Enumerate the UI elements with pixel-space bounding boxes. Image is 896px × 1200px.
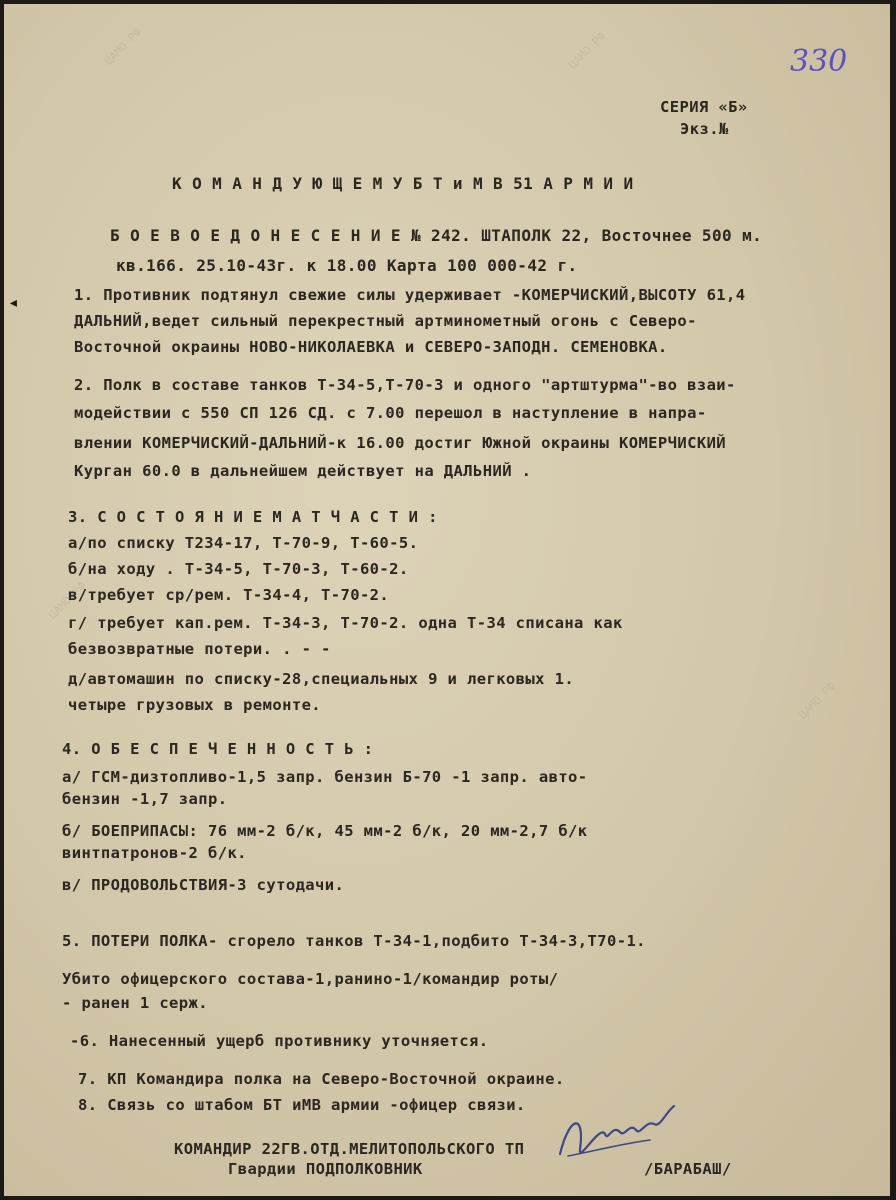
item-4-line: б/ БОЕПРИПАСЫ: 76 мм-2 б/к, 45 мм-2 б/к, 20 мм-2,7 б/к <box>62 822 588 840</box>
item-3-line: безвозвратные потери. . - - <box>68 640 331 658</box>
item-5-line: - ранен 1 серж. <box>62 994 208 1012</box>
archive-watermark: ЦАМО РФ <box>796 679 839 722</box>
item-2-line: влении КОМЕРЧИСКИЙ-ДАЛЬНИЙ-к 16.00 достиг Южной окраины КОМЕРЧИСКИЙ <box>74 434 727 452</box>
item-4-line: в/ ПРОДОВОЛЬСТВИЯ-3 сутодачи. <box>62 876 345 894</box>
report-title: Б О Е В О Е Д О Н Е С Е Н И Е № 242. ШТАПОЛК 22, Восточнее 500 м. <box>110 226 763 245</box>
signature-name: /БАРАБАШ/ <box>644 1160 732 1178</box>
item-3-line: д/автомашин по списку-28,специальных 9 и легковых 1. <box>68 670 575 688</box>
signature-rank: Гвардии ПОДПОЛКОВНИК <box>228 1160 423 1178</box>
document-page <box>4 4 890 1196</box>
item-7-line: 7. КП Командира полка на Северо-Восточной окраине. <box>78 1070 565 1088</box>
series-label: СЕРИЯ «Б» <box>660 98 748 116</box>
item-2-line: 2. Полк в составе танков Т-34-5,Т-70-3 и одного "артштурма"-во взаи- <box>74 376 736 394</box>
handwritten-signature-icon <box>550 1094 680 1174</box>
item-3-line: б/на ходу . Т-34-5, Т-70-3, Т-60-2. <box>68 560 409 578</box>
item-4-line: 4. О Б Е С П Е Ч Е Н Н О С Т Ь : <box>62 740 374 758</box>
copy-label: Экз.№ <box>680 120 729 138</box>
item-3-line: 3. С О С Т О Я Н И Е М А Т Ч А С Т И : <box>68 508 438 526</box>
item-3-line: а/по списку Т234-17, Т-70-9, Т-60-5. <box>68 534 419 552</box>
addressee-heading: К О М А Н Д У Ю Щ Е М У Б Т и М В 51 А Р М И И <box>172 174 634 193</box>
item-4-line: бензин -1,7 запр. <box>62 790 228 808</box>
item-8-line: 8. Связь со штабом БТ иМВ армии -офицер связи. <box>78 1096 526 1114</box>
item-6-line: -6. Нанесенный ущерб противнику уточняется. <box>70 1032 489 1050</box>
item-1-line: 1. Противник подтянул свежие силы удерживает -КОМЕРЧИСКИЙ,ВЫСОТУ 61,4 <box>74 286 746 304</box>
item-4-line: а/ ГСМ-дизтопливо-1,5 запр. бензин Б-70 -1 запр. авто- <box>62 768 588 786</box>
margin-mark-icon: ◂ <box>8 292 19 313</box>
item-3-line: в/требует ср/рем. Т-34-4, Т-70-2. <box>68 586 390 604</box>
item-3-line: четыре грузовых в ремонте. <box>68 696 322 714</box>
item-2-line: модействии с 550 СП 126 СД. с 7.00 перешол в наступление в напра- <box>74 404 707 422</box>
item-2-line: Курган 60.0 в дальнейшем действует на ДАЛЬНИЙ . <box>74 462 532 480</box>
item-3-line: г/ требует кап.рем. Т-34-3, Т-70-2. одна Т-34 списана как <box>68 614 623 632</box>
archive-watermark: ЦАМО РФ <box>102 25 145 68</box>
report-reference: кв.166. 25.10-43г. к 18.00 Карта 100 000-42 г. <box>116 256 578 275</box>
archive-watermark: ЦАМО РФ <box>46 579 89 622</box>
item-1-line: ДАЛЬНИЙ,ведет сильный перекрестный артминометный огонь с Северо- <box>74 312 697 330</box>
archive-watermark: ЦАМО РФ <box>566 29 609 72</box>
signature-position: КОМАНДИР 22ГВ.ОТД.МЕЛИТОПОЛЬСКОГО ТП <box>174 1140 525 1158</box>
page-number: 330 <box>790 44 848 79</box>
item-4-line: винтпатронов-2 б/к. <box>62 844 247 862</box>
item-5-line: 5. ПОТЕРИ ПОЛКА- сгорело танков Т-34-1,подбито Т-34-3,Т70-1. <box>62 932 646 950</box>
item-5-line: Убито офицерского состава-1,ранино-1/командир роты/ <box>62 970 559 988</box>
item-1-line: Восточной окраины НОВО-НИКОЛАЕВКА и СЕВЕРО-ЗАПОДН. СЕМЕНОВКА. <box>74 338 668 356</box>
